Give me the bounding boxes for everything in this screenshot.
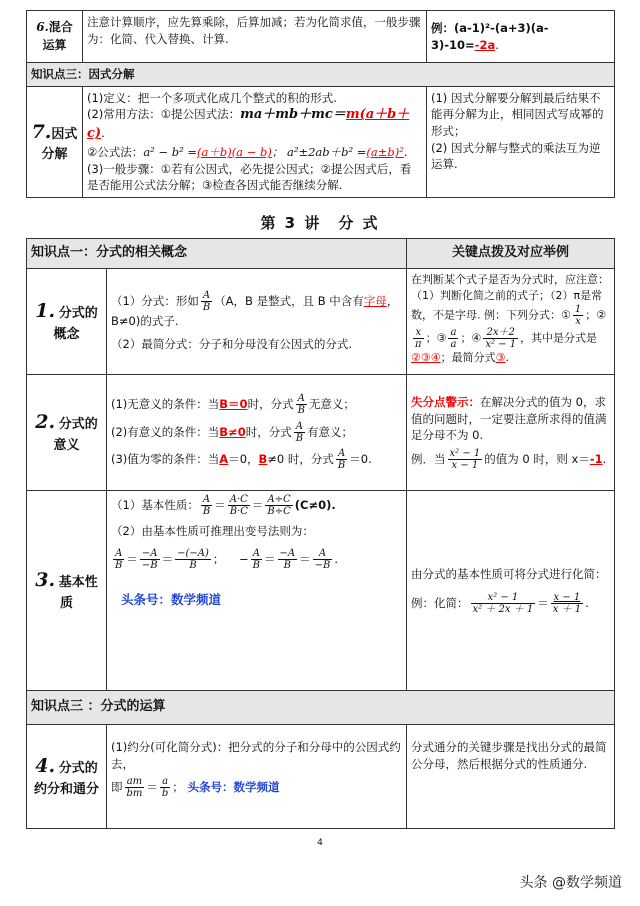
steps-line: (3)一般步骤：①若有公因式，必先提公因式；②提公因式后，看是否能用公式法分解；③检查各因式能否继续分解. [87, 161, 412, 193]
fraction [573, 304, 583, 327]
sign-rule: $\frac{A}{B}$ ＝ $\frac{-A}{-B}$ ＝ $\frac{-(-A)}{B}$ ； − $\frac{A}{B}$ ＝ $\frac{-A}{B}$ ＝ $\frac{A}{-B}$ . [115, 547, 339, 571]
text: (C≠0). [294, 498, 336, 512]
denominator: −B [141, 559, 158, 571]
text: (1)无意义的条件：当 [111, 397, 220, 412]
reduction-line-2 [111, 776, 402, 799]
reduction-key-points: 分式通分的关键步骤是找出分式的最简公分母，然后根据分式的性质通分. [407, 725, 615, 829]
row-mixed-operations [27, 11, 615, 63]
example-answer: -2a [474, 37, 496, 52]
text: 由分式的基本性质可将分式进行化简： [411, 566, 607, 581]
text: . [602, 452, 607, 466]
denominator: B [337, 460, 346, 472]
row-label: 分式的概念 [53, 306, 98, 342]
fraction [296, 393, 307, 416]
numerator: A [296, 393, 307, 405]
numerator: A [294, 421, 305, 433]
text: ≠0 时，分式 [267, 452, 334, 467]
row-reduction [27, 725, 615, 829]
row-label: 基本性质 [58, 575, 98, 611]
text: 即 [111, 780, 123, 795]
formula: ； a²±2ab＋b² = [271, 145, 367, 160]
concept-line-1 [111, 290, 402, 330]
numerator: A [113, 548, 124, 560]
definition-line: (1)定义：把一个多项式化成几个整式的积的形式. [87, 90, 337, 105]
numerator: −A [279, 547, 296, 559]
denominator: B [202, 506, 211, 517]
denominator: x ＋ 1 [552, 604, 582, 616]
row-label: 因式分解 [41, 126, 78, 163]
denominator: x [575, 315, 581, 327]
denominator: B [297, 405, 305, 417]
numerator: A÷C [265, 494, 292, 506]
text: . [505, 350, 509, 364]
fraction [471, 592, 536, 615]
denominator: a [450, 338, 457, 350]
numerator: 2x＋2 [483, 327, 518, 339]
text: 有意义； [307, 424, 354, 439]
denominator: −B [314, 559, 331, 571]
row-number: 2. [35, 411, 56, 434]
denominator: B [115, 559, 123, 571]
formula: ma＋mb＋mc＝ [240, 107, 346, 123]
highlight: B＝0 [219, 397, 248, 412]
denominator: B÷C [267, 506, 291, 517]
note: (2) 因式分解与整式的乘法互为逆运算. [431, 140, 601, 172]
text: ＝0. [349, 452, 372, 467]
concept-line-2: （2）最简分式：分子和分母没有公因式的分式. [111, 337, 352, 351]
section-header-factorization [27, 63, 615, 87]
section-title: 知识点三 ：分式的运算 [27, 691, 615, 725]
text: ＝ [537, 596, 549, 611]
highlight: A [219, 452, 229, 467]
numerator: A [336, 448, 347, 460]
fraction [336, 448, 347, 471]
concept-content [107, 269, 407, 375]
denominator: B·C [229, 506, 248, 517]
section-header-operations [27, 691, 615, 725]
warning [411, 394, 610, 444]
numerator: A [313, 548, 333, 560]
formula-answer: (a＋b)(a − b) [197, 145, 272, 160]
text: 的值为 0 时，则 x＝ [484, 452, 590, 466]
meaning-line-2 [111, 419, 402, 447]
table-header [27, 239, 615, 269]
highlight: 字母 [363, 294, 387, 309]
denominator: B [252, 559, 261, 571]
text: 时，分式 [247, 397, 294, 412]
reduction-line-1: (1)约分(可化简分式)：把分式的分子和分母中的公因式约去， [111, 740, 401, 771]
meaning-line-1 [111, 391, 402, 419]
fraction [113, 548, 124, 571]
formula-answer: m(a＋b＋c) [87, 107, 410, 142]
row-number: 4. [35, 755, 56, 778]
numerator: −A [140, 548, 160, 560]
numerator: x − 1 [551, 592, 583, 604]
text: ，B≠0)的式子. [111, 294, 399, 329]
text: (3)值为零的条件：当 [111, 452, 220, 467]
row-factorization [27, 86, 615, 197]
row-label: 混合运算 [42, 20, 73, 52]
header-right: 关键点拨及对应举例 [407, 239, 615, 269]
fraction [265, 494, 292, 517]
highlight: B [258, 452, 268, 467]
header-left: 知识点一：分式的相关概念 [27, 239, 407, 269]
text: ＝0， [228, 452, 259, 467]
text: （1）基本性质： [111, 498, 199, 512]
fraction-table [26, 238, 615, 829]
fraction [160, 776, 170, 799]
row-fraction-concept [27, 269, 615, 375]
numerator: A·C [228, 494, 250, 506]
brand-label: 头条号：数学频道 [121, 591, 222, 607]
property-line-2: （2）由基本性质可推理出变号法则为： [111, 524, 314, 538]
text: . [585, 596, 589, 611]
lecture-title: 第 3 讲 分 式 [260, 214, 380, 232]
numerator: x² − 1 [471, 592, 536, 604]
denominator: B [202, 302, 211, 314]
answer: ③ [495, 350, 506, 364]
row-label: 分式的意义 [53, 417, 98, 453]
numerator: a [450, 326, 457, 338]
text: （1）分式：形如 [111, 294, 199, 309]
denominator: x² − 1 [485, 338, 517, 350]
fraction [201, 494, 212, 517]
fraction [448, 327, 458, 350]
fraction [448, 448, 483, 471]
fraction [201, 290, 212, 313]
meaning-line-3 [111, 446, 402, 474]
fraction [313, 548, 333, 571]
row-fraction-meaning [27, 375, 615, 491]
denominator: b [161, 788, 169, 800]
factorization-notes [427, 86, 615, 197]
fraction [125, 776, 145, 799]
fraction [294, 421, 305, 444]
numerator: A [201, 494, 212, 506]
fraction [278, 548, 298, 571]
text: ；② [585, 308, 607, 322]
brand-label: 头条号：数学频道 [187, 780, 280, 795]
highlight: B≠0 [219, 424, 246, 439]
reduction-content [107, 725, 407, 829]
text: ； [172, 780, 184, 795]
page-number: 4 [317, 838, 323, 848]
meaning-key-points [407, 375, 615, 491]
meaning-content [107, 375, 407, 491]
fraction [551, 592, 583, 615]
text: 时，分式 [245, 424, 292, 439]
denominator: x − 1 [451, 460, 479, 471]
denominator: B [283, 559, 291, 571]
denominator: bm [126, 788, 143, 800]
answer: ②③④ [411, 350, 441, 364]
text: 在判断某个式子是否为分式时，应注意：（1）判断化简之前的式子；（2）π是常数，不是字母. 例：下列分式：① [411, 273, 610, 322]
text: 例．当 [411, 452, 446, 466]
numerator: 1 [574, 303, 582, 315]
footer-watermark: 头条 @数学频道 [519, 875, 622, 891]
property-key-points [407, 491, 615, 691]
top-table [26, 10, 615, 198]
example [411, 448, 610, 471]
example-text: 例：(a-1)²-(a+3)(a-3)-10= [431, 20, 549, 52]
formula-answer: (a±b)² [366, 145, 404, 160]
denominator: B [189, 559, 197, 571]
fraction [483, 327, 518, 350]
concept-key-points [407, 269, 615, 375]
fraction [140, 548, 160, 571]
section-title: 知识点三：因式分解 [27, 63, 615, 87]
row-label: 分式的约分和通分 [33, 761, 99, 797]
numerator: x [413, 327, 424, 339]
row-basic-property [27, 491, 615, 691]
formula-method-line: ②公式法：a² − b² =(a＋b)(a − b)； a²±2ab＋b² =(a±b)². [87, 145, 408, 160]
fraction [251, 548, 262, 571]
denominator: B [295, 432, 304, 444]
denominator: π [415, 338, 422, 350]
row-number: 1. [35, 300, 56, 323]
formula: a² − b² = [143, 145, 197, 160]
numerator: am [125, 776, 145, 788]
factorization-content [83, 86, 427, 197]
property-content [107, 491, 407, 691]
mixed-ops-content: 注意计算顺序，应先算乘除，后算加减；若为化简求值，一般步骤为：化简、代入替换、计算. [83, 11, 427, 63]
numerator: A [251, 548, 262, 560]
fraction [413, 327, 424, 350]
text: 例：化简： [411, 596, 469, 611]
text: ＝ [146, 780, 158, 795]
row-number: 6. [36, 20, 49, 35]
note: (1) 因式分解要分解到最后结果不能再分解为止，相同因式写成幂的形式； [431, 90, 604, 139]
text: ，其中是分式是 [520, 331, 598, 345]
text: 无意义； [308, 397, 355, 412]
numerator: a [160, 776, 170, 788]
property-line-1: （1）基本性质： $\frac{A}{B}$ ＝ $\frac{A\cdot C}{B\cdot C}$ ＝ $\frac{A\div C}{B\div C}$ (C≠0). [111, 494, 336, 517]
text: ；最简分式 [440, 350, 496, 364]
text: （A，B 是整式，且 B 中含有 [214, 294, 364, 309]
text: 在解决分式的值为 0，求值的问题时，一定要注意所求得的值满足分母不为 0. [411, 394, 607, 443]
fraction [175, 548, 211, 571]
method-label: ②公式法： [87, 145, 144, 160]
fraction [228, 494, 250, 517]
numerator: x² − 1 [449, 448, 481, 459]
numerator: A [201, 290, 212, 302]
row-number: 3. [35, 569, 56, 592]
row-number: 7. [31, 120, 52, 143]
text: ；④ [460, 331, 482, 345]
common-factor-line: (2)常用方法：①提公因式法：ma＋mb＋mc＝m(a＋b＋c). [87, 107, 410, 142]
text: ；③ [425, 331, 447, 345]
warning-label: 失分点警示： [411, 394, 481, 409]
text: (2)有意义的条件：当 [111, 424, 220, 439]
denominator: x² ＋ 2x ＋ 1 [472, 604, 534, 616]
answer: -1 [589, 452, 603, 466]
example [411, 592, 610, 615]
numerator: −(−A) [177, 547, 209, 559]
method-label: (2)常用方法：①提公因式法： [87, 107, 241, 122]
example-suffix: . [495, 37, 499, 52]
